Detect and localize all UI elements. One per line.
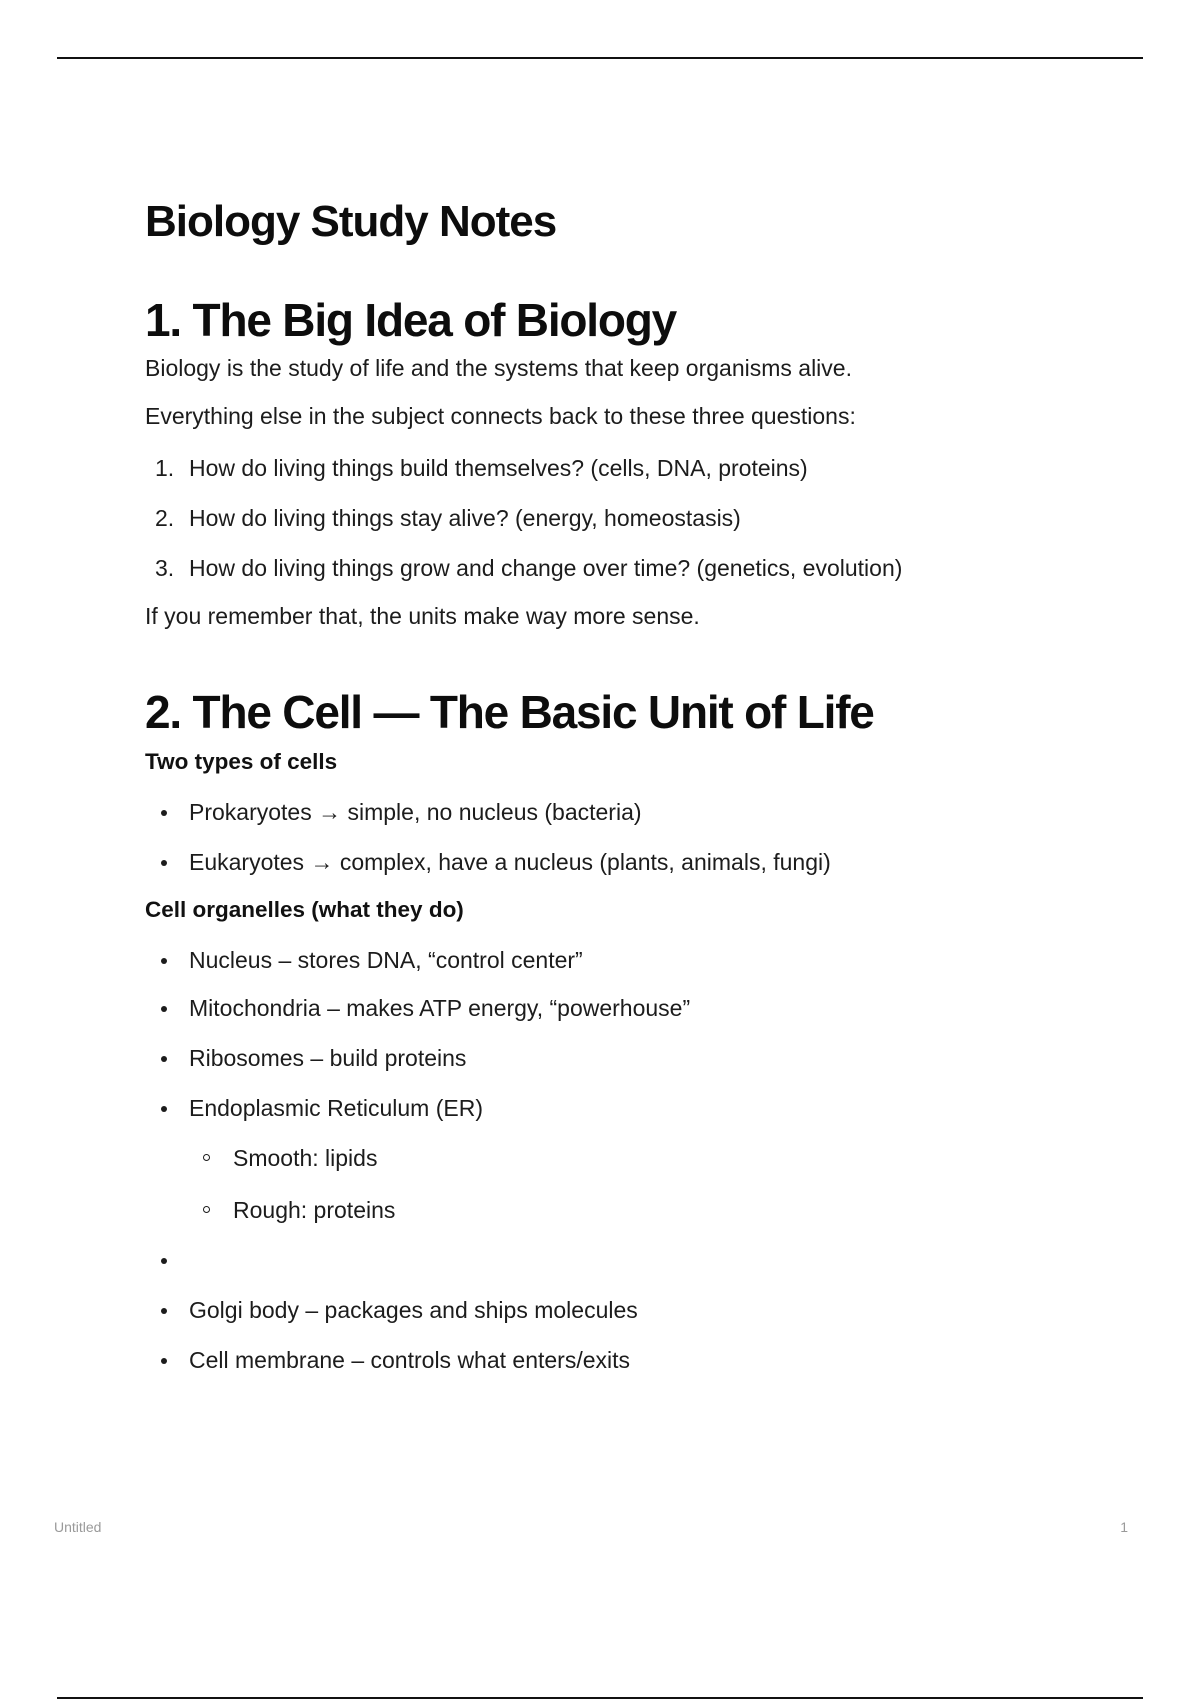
list-item-empty <box>145 1244 1045 1276</box>
bullet-icon <box>161 958 167 964</box>
footer-document-name: Untitled <box>54 1519 102 1535</box>
list-item-text: Eukaryotes → complex, have a nucleus (plants, animals, fungi) <box>189 849 831 875</box>
sub-bullet-icon <box>203 1206 210 1213</box>
organelles-list <box>145 944 1045 1124</box>
list-number: 2. <box>155 505 175 531</box>
bullet-icon <box>161 810 167 816</box>
document-title: Biology Study Notes <box>145 197 557 246</box>
bullet-icon <box>161 1258 167 1264</box>
list-item <box>145 796 1045 828</box>
paragraph: Everything else in the subject connects back to these three questions: <box>145 403 856 429</box>
list-item <box>145 1344 1045 1376</box>
bullet-icon <box>161 1358 167 1364</box>
list-item <box>145 992 1045 1024</box>
list-item-text: Ribosomes – build proteins <box>189 1045 467 1071</box>
sub-bullet-icon <box>203 1154 210 1161</box>
paragraph: If you remember that, the units make way more sense. <box>145 603 700 629</box>
list-item-text: Cell membrane – controls what enters/exits <box>189 1347 631 1373</box>
list-item <box>145 1092 1045 1124</box>
footer-page-number: 1 <box>1120 1519 1128 1535</box>
list-item-text: Mitochondria – makes ATP energy, “powerhouse” <box>189 995 691 1021</box>
list-item <box>145 1142 1045 1174</box>
list-item <box>145 1194 1045 1226</box>
list-item-text: Prokaryotes → simple, no nucleus (bacteria) <box>189 799 642 825</box>
list-item <box>145 846 1045 878</box>
bullet-icon <box>161 1006 167 1012</box>
list-item-text: Endoplasmic Reticulum (ER) <box>189 1095 483 1121</box>
list-item <box>145 1042 1045 1074</box>
list-item <box>145 944 1045 976</box>
er-types-list <box>145 1142 1045 1226</box>
list-item-text: Smooth: lipids <box>233 1145 378 1171</box>
list-number: 1. <box>155 455 175 481</box>
list-item <box>145 1294 1045 1326</box>
organelles-list-continued <box>145 1244 1045 1376</box>
list-item <box>145 552 1045 584</box>
list-item <box>145 452 1045 484</box>
paragraph: Biology is the study of life and the systems that keep organisms alive. <box>145 355 852 381</box>
bullet-icon <box>161 1106 167 1112</box>
list-item-text: Golgi body – packages and ships molecules <box>189 1297 638 1323</box>
list-item-text: How do living things stay alive? (energy, homeostasis) <box>189 505 741 531</box>
bullet-icon <box>161 1308 167 1314</box>
bullet-icon <box>161 860 167 866</box>
subheading-organelles: Cell organelles (what they do) <box>145 897 464 922</box>
document-body <box>145 190 1045 1376</box>
section-heading-cell: 2. The Cell — The Basic Unit of Life <box>145 686 874 738</box>
bottom-rule <box>57 1697 1143 1699</box>
list-item-text: Rough: proteins <box>233 1197 396 1223</box>
cell-types-list <box>145 796 1045 878</box>
list-item-text: How do living things grow and change over time? (genetics, evolution) <box>189 555 903 581</box>
section-heading-big-idea: 1. The Big Idea of Biology <box>145 294 677 346</box>
list-item-text: How do living things build themselves? (cells, DNA, proteins) <box>189 455 808 481</box>
bullet-icon <box>161 1056 167 1062</box>
list-item <box>145 502 1045 534</box>
top-rule <box>57 57 1143 59</box>
subheading-cell-types: Two types of cells <box>145 749 338 774</box>
list-item-text: Nucleus – stores DNA, “control center” <box>189 947 583 973</box>
questions-list <box>145 452 1045 584</box>
list-number: 3. <box>155 555 175 581</box>
